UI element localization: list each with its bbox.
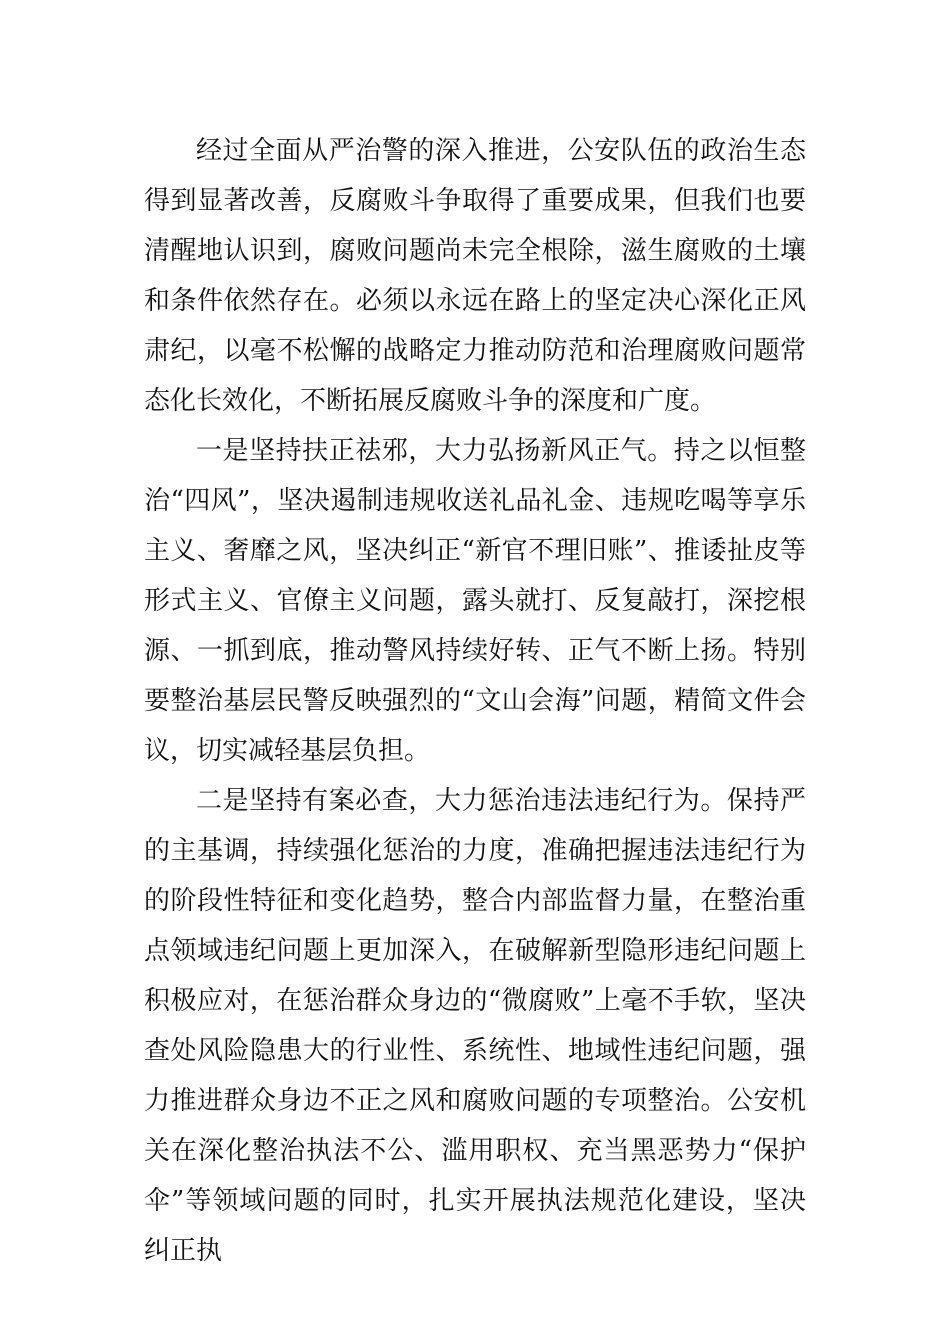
paragraph-point-one: 一是坚持扶正祛邪，大力弘扬新风正气。持之以恒整治“四风”，坚决遏制违规收送礼品礼金、违规吃喝等享乐主义、奢靡之风，坚决纠正“新官不理旧账”、推诿扯皮等形式主义、官僚主义问题，露头就打、反复敲打，深挖根源、一抓到底，推动警风持续好转、正气不断上扬。特别要整治基层民警反映强烈的“文山会海”问题，精简文件会议，切实减轻基层负担。 bbox=[144, 436, 806, 766]
paragraph-intro: 经过全面从严治警的深入推进，公安队伍的政治生态得到显著改善，反腐败斗争取得了重要成果，但我们也要清醒地认识到，腐败问题尚未完全根除，滋生腐败的土壤和条件依然存在。必须以永远在路上的坚定决心深化正风肃纪，以毫不松懈的战略定力推动防范和治理腐败问题常态化长效化，不断拓展反腐败斗争的深度和广度。 bbox=[144, 136, 806, 416]
paragraph-point-two: 二是坚持有案必查，大力惩治违法违纪行为。保持严的主基调，持续强化惩治的力度，准确把握违法违纪行为的阶段性特征和变化趋势，整合内部监督力量，在整治重点领域违纪问题上更加深入，在破解新型隐形违纪问题上积极应对，在惩治群众身边的“微腐败”上毫不手软，坚决查处风险隐患大的行业性、系统性、地域性违纪问题，强力推进群众身边不正之风和腐败问题的专项整治。公安机关在深化整治执法不公、滥用职权、充当黑恶势力“保护伞”等领域问题的同时，扎实开展执法规范化建设，坚决纠正执 bbox=[144, 786, 806, 1266]
document-body bbox=[144, 126, 806, 1276]
